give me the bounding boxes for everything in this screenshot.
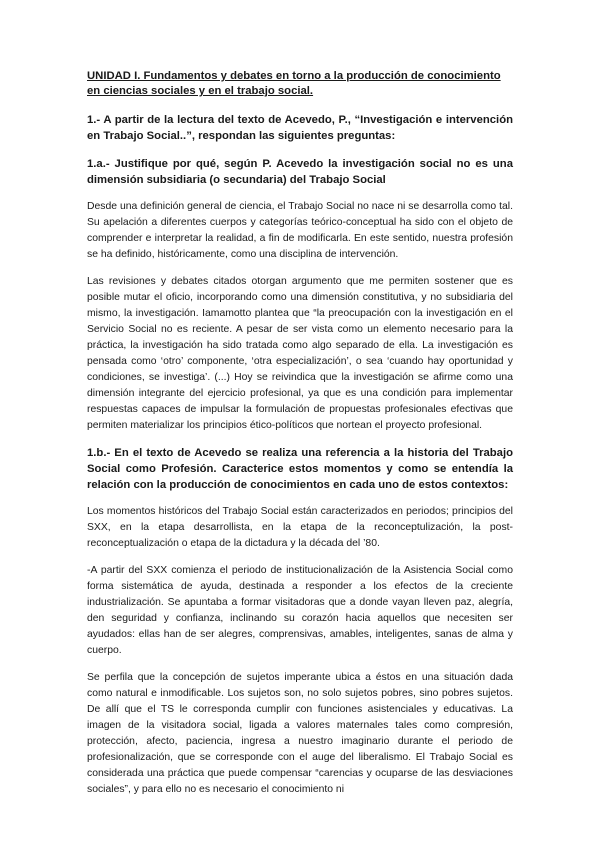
answer-1b-paragraph: Se perfila que la concepción de sujetos imperante ubica a éstos en una situación dada como natural e inmodificable. Los sujetos son, no solo sujetos pobres, sino pobres sujetos. De allí que el TS le corresponda cumplir con funciones asistenciales y educativas. La imagen de la visitadora social, ligada a valores maternales tales como compresión, protección, afecto, paciencia, ingresa a nuestro imaginario durante el periodo de profesionalización, que se corresponde con el auge del liberalismo. El Trabajo Social es considerada una práctica que puede compensar “carencias y ocuparse de las desviaciones sociales”, y para ello no es necesario el conocimiento ni	[87, 672, 513, 795]
unit-title: UNIDAD I. Fundamentos y debates en torno a la producción de conocimiento en ciencias sociales y en el trabajo social.	[87, 70, 501, 97]
question-1: 1.- A partir de la lectura del texto de Acevedo, P., “Investigación e intervención en Trabajo Social..”, respondan las siguientes preguntas:	[87, 114, 513, 142]
answer-1a-paragraph: Las revisiones y debates citados otorgan argumento que me permiten sostener que es posible mutar el oficio, incorporando como una dimensión constitutiva, y no subsidiaria del mismo, la investigación. Iamamotto plantea que “la preocupación con la investigación en el Servicio Social no es reciente. A pesar de ser vista como un elemento necesario para la práctica, la investigación ha sido tratada como algo separado de ella. La investigación es pensada como ‘otro’ componente, ‘otra especialización’, o sea ‘cuando hay oportunidad y condiciones, se investiga’. (...) Hoy se reivindica que la investigación se afirme como una dimensión integrante del ejercicio profesional, ya que es una condición para implementar respuestas capaces de impulsar la formulación de propuestas profesionales efectivas que permiten materializar los principios ético-políticos que nortean el proyecto profesional.	[87, 276, 513, 431]
answer-1b-paragraph: -A partir del SXX comienza el periodo de institucionalización de la Asistencia Social como forma sistemática de ayuda, destinada a responder a los efectos de la creciente industrialización. Se apuntaba a formar visitadoras que a donde vayan lleven paz, alegría, den seguridad y confianza, inclinando su corazón hacia aquellos que necesiten ser ayudados: ellas han de ser alegres, comprensivas, amables, inteligentes, sanas de alma y cuerpo.	[87, 565, 513, 656]
answer-1a-paragraph: Desde una definición general de ciencia, el Trabajo Social no nace ni se desarrolla como tal. Su apelación a diferentes cuerpos y categorías teórico-conceptual ha sido con el objeto de comprender e interpretar la realidad, a fin de modificarla. En este sentido, nuestra profesión se ha definido, históricamente, como una disciplina de intervención.	[87, 201, 513, 260]
answer-1b-paragraph: Los momentos históricos del Trabajo Social están caracterizados en periodos; principios del SXX, en la etapa desarrollista, en la etapa de la reconceptulización, la post-reconceptualización o etapa de la dictadura y la década del ’80.	[87, 506, 513, 549]
question-1b: 1.b.- En el texto de Acevedo se realiza una referencia a la historia del Trabajo Social como Profesión. Caracterice estos momentos y como se entendía la relación con la producción de conocimientos en cada uno de estos contextos:	[87, 447, 513, 491]
question-1a: 1.a.- Justifique por qué, según P. Acevedo la investigación social no es una dimensión subsidiaria (o secundaria) del Trabajo Social	[87, 158, 513, 186]
